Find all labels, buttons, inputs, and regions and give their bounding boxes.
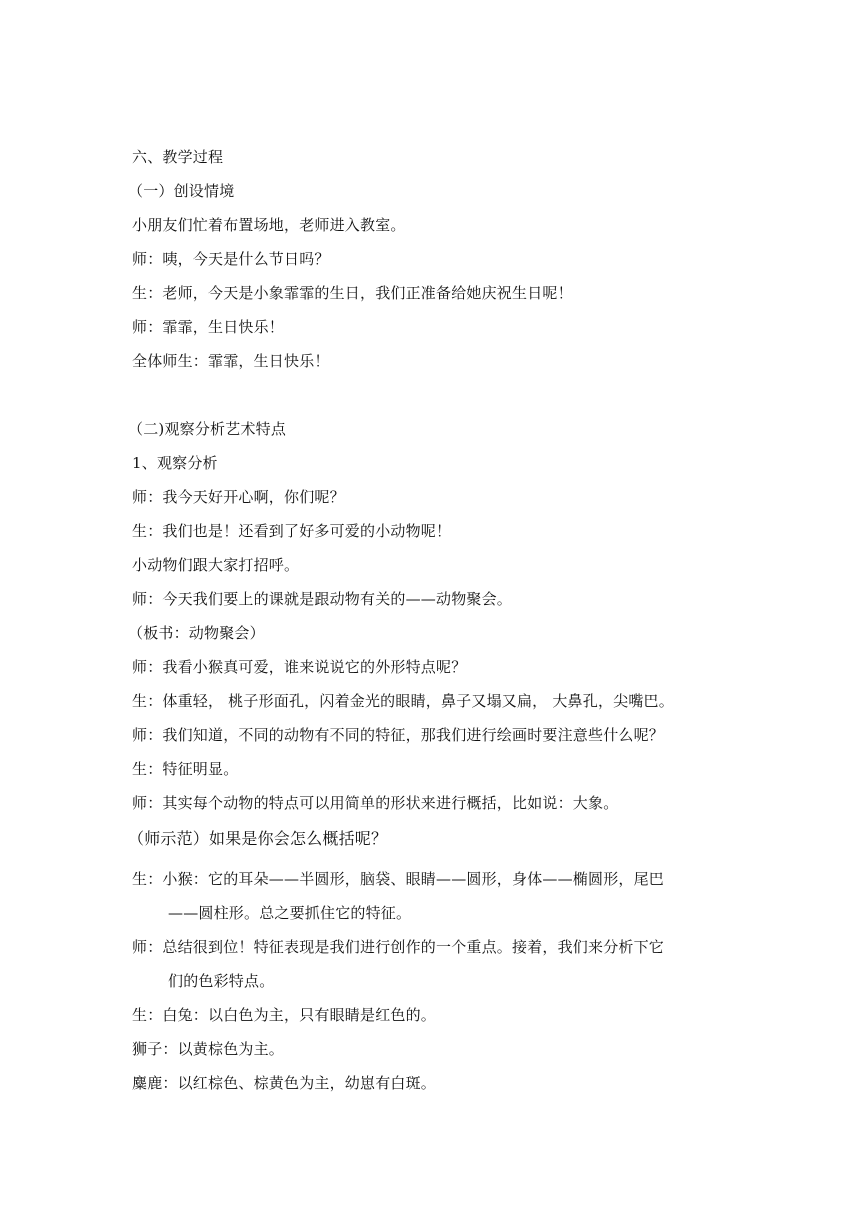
paragraph-line: 生：小猴：它的耳朵——半圆形，脑袋、眼睛——圆形，身体——椭圆形，尾巴 [132, 870, 665, 888]
subsection-heading: （二)观察分析艺术特点 [128, 420, 287, 438]
paragraph-line: 师：我看小猴真可爱，谁来说说它的外形特点呢？ [132, 658, 467, 676]
paragraph-line: 全体师生：霏霏，生日快乐！ [132, 352, 330, 370]
paragraph-line: （师示范）如果是你会怎么概括呢？ [128, 829, 388, 848]
paragraph-line: 师：霏霏，生日快乐！ [132, 318, 285, 336]
paragraph-line: 麋鹿：以红棕色、棕黄色为主，幼崽有白斑。 [132, 1074, 437, 1092]
paragraph-line: 师：咦，今天是什么节日吗？ [132, 250, 330, 268]
subsection-heading: （一）创设情境 [128, 182, 235, 200]
paragraph-line: 1、观察分析 [132, 454, 218, 472]
paragraph-line: 师：总结很到位！特征表现是我们进行创作的一个重点。接着，我们来分析下它 [132, 938, 665, 956]
paragraph-line-continued: 们的色彩特点。 [168, 972, 275, 990]
paragraph-line: 师：今天我们要上的课就是跟动物有关的——动物聚会。 [132, 590, 513, 608]
paragraph-line: 生：特征明显。 [132, 760, 239, 778]
paragraph-line: （板书：动物聚会） [128, 624, 265, 642]
paragraph-line: 生：我们也是！还看到了好多可爱的小动物呢！ [132, 522, 452, 540]
paragraph-line: 狮子：以黄棕色为主。 [132, 1040, 285, 1058]
paragraph-line: 生：老师，今天是小象霏霏的生日，我们正准备给她庆祝生日呢！ [132, 284, 573, 302]
paragraph-line: 师：我今天好开心啊，你们呢？ [132, 488, 345, 506]
paragraph-line-continued: ——圆柱形。总之要抓住它的特征。 [168, 904, 412, 922]
paragraph-line: 生：体重轻， 桃子形面孔，闪着金光的眼睛，鼻子又塌又扁， 大鼻孔，尖嘴巴。 [132, 692, 674, 710]
paragraph-line: 师：其实每个动物的特点可以用简单的形状来进行概括，比如说：大象。 [132, 794, 619, 812]
paragraph-line: 师：我们知道，不同的动物有不同的特征，那我们进行绘画时要注意些什么呢？ [132, 726, 665, 744]
paragraph-line: 小朋友们忙着布置场地，老师进入教室。 [132, 216, 406, 234]
paragraph-line: 小动物们跟大家打招呼。 [132, 556, 300, 574]
section-heading: 六、教学过程 [132, 148, 224, 166]
paragraph-line: 生：白兔：以白色为主，只有眼睛是红色的。 [132, 1006, 437, 1024]
